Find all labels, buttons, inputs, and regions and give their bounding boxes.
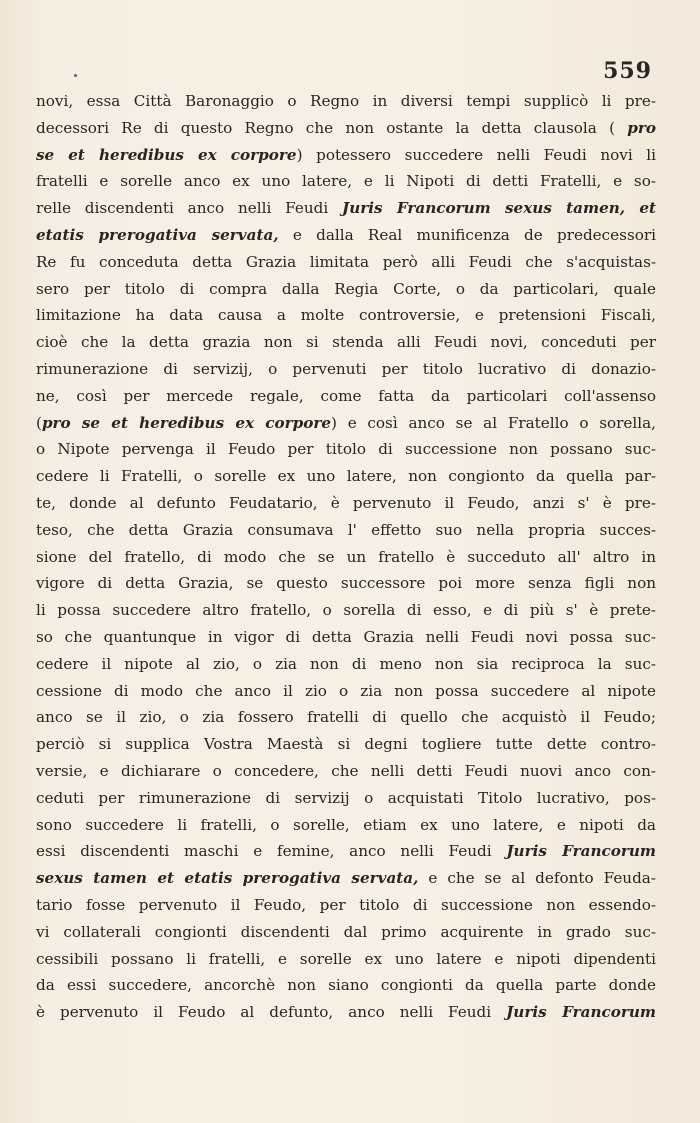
text-run: ceduti per rimunerazione di servizij o acquistati Titolo lucrativo, pos- (36, 788, 656, 807)
text-run: decessori Re di questo Regno che non ostante la detta clausola ( (36, 118, 628, 137)
italic-latin-run: pro (627, 118, 656, 137)
italic-latin-run: Juris Francorum sexus tamen, et (342, 199, 657, 218)
text-run: ( (36, 413, 42, 432)
text-run: ne, così per mercede regale, come fatta da particolari coll'assenso (36, 386, 656, 405)
text-run: è pervenuto il Feudo al defunto, anco nelli Feudi (36, 1003, 507, 1022)
ink-speck (74, 74, 77, 77)
text-line (36, 597, 656, 624)
text-run: cessione di modo che anco il zio o zia non possa succedere al nipote (36, 681, 656, 700)
text-run: fratelli e sorelle anco ex uno latere, e li Nipoti di detti Fratelli, e so- (36, 172, 656, 191)
text-line (36, 892, 656, 919)
text-run: te, donde al defunto Feudatario, è pervenuto il Feudo, anzi s' è pre- (36, 493, 656, 512)
text-run: vigore di detta Grazia, se questo successore poi more senza figli non (36, 574, 656, 593)
text-run: sero per titolo di compra dalla Regia Corte, o da particolari, quale (36, 279, 656, 298)
text-run: so che quantunque in vigor di detta Grazia nelli Feudi novi possa suc- (36, 627, 656, 646)
text-line (36, 544, 656, 571)
text-line (36, 115, 656, 142)
text-line (36, 463, 656, 490)
text-run: cessibili possano li fratelli, e sorelle ex uno latere e nipoti dipendenti (36, 949, 656, 968)
text-line (36, 168, 656, 195)
italic-latin-run: se et heredibus ex corpore (36, 145, 297, 164)
text-run: anco se il zio, o zia fossero fratelli di quello che acquistò il Feudo; (36, 708, 656, 727)
text-line (36, 999, 656, 1026)
text-line (36, 678, 656, 705)
text-line (36, 195, 656, 222)
text-run: essi discendenti maschi e femine, anco nelli Feudi (36, 842, 507, 861)
text-run: vi collaterali congionti discendenti dal primo acquirente in grado suc- (36, 922, 656, 941)
text-line (36, 624, 656, 651)
text-line (36, 865, 656, 892)
text-line (36, 356, 656, 383)
text-run: relle discendenti anco nelli Feudi (36, 199, 343, 218)
text-line (36, 731, 656, 758)
text-run: cedere il nipote al zio, o zia non di meno non sia reciproca la suc- (36, 654, 656, 673)
italic-latin-run: sexus tamen et etatis prerogativa servata, (36, 869, 419, 888)
text-run: li possa succedere altro fratello, o sorella di esso, e di più s' è prete- (36, 601, 656, 620)
text-run: perciò si supplica Vostra Maestà si degni togliere tutte dette contro- (36, 735, 656, 754)
text-line (36, 517, 656, 544)
text-run: ) potessero succedere nelli Feudi novi li (296, 145, 656, 164)
text-run: o Nipote pervenga il Feudo per titolo di successione non possano suc- (36, 440, 656, 459)
text-line (36, 410, 656, 437)
italic-latin-run: Juris Francorum (506, 842, 657, 861)
text-run: cedere li Fratelli, o sorelle ex uno latere, non congionto da quella par- (36, 467, 656, 486)
text-line (36, 946, 656, 973)
text-line (36, 972, 656, 999)
text-run: e dalla Real munificenza de predecessori (278, 225, 656, 244)
text-line (36, 490, 656, 517)
text-run: e che se al defonto Feuda- (418, 869, 656, 888)
text-run: sione del fratello, di modo che se un fratello è succeduto all' altro in (36, 547, 656, 566)
text-line (36, 436, 656, 463)
text-run: novi, essa Città Baronaggio o Regno in diversi tempi supplicò li pre- (36, 92, 656, 110)
body-text (36, 88, 656, 1026)
text-run: limitazione ha data causa a molte controversie, e pretensioni Fiscali, (36, 306, 656, 325)
text-line (36, 838, 656, 865)
text-line (36, 570, 656, 597)
text-line (36, 704, 656, 731)
text-line (36, 758, 656, 785)
text-run: ) e così anco se al Fratello o sorella, (331, 413, 657, 432)
text-run: tario fosse pervenuto il Feudo, per titolo di successione non essendo- (36, 895, 656, 914)
italic-latin-run: etatis prerogativa servata, (36, 225, 279, 244)
text-line (36, 276, 656, 303)
italic-latin-run: pro se et heredibus ex corpore (41, 413, 332, 432)
text-line (36, 785, 656, 812)
text-line (36, 651, 656, 678)
text-line (36, 142, 656, 169)
text-line (36, 919, 656, 946)
text-run: da essi succedere, ancorchè non siano congionti da quella parte donde (36, 976, 656, 995)
text-run: sono succedere li fratelli, o sorelle, etiam ex uno latere, e nipoti da (36, 815, 656, 834)
text-line (36, 222, 656, 249)
text-line (36, 812, 656, 839)
text-run: rimunerazione di servizij, o pervenuti per titolo lucrativo di donazio- (36, 359, 656, 378)
italic-latin-run: Juris Francorum (506, 1003, 657, 1022)
text-line (36, 249, 656, 276)
text-line (36, 88, 656, 115)
text-run: cioè che la detta grazia non si stenda alli Feudi novi, conceduti per (36, 333, 656, 352)
text-run: versie, e dichiarare o concedere, che nelli detti Feudi nuovi anco con- (36, 761, 656, 780)
text-run: Re fu conceduta detta Grazia limitata però alli Feudi che s'acquistas- (36, 252, 656, 271)
text-line (36, 329, 656, 356)
text-line (36, 383, 656, 410)
text-run: teso, che detta Grazia consumava l' effetto suo nella propria succes- (36, 520, 656, 539)
text-line (36, 302, 656, 329)
page-number: 559 (603, 58, 652, 84)
